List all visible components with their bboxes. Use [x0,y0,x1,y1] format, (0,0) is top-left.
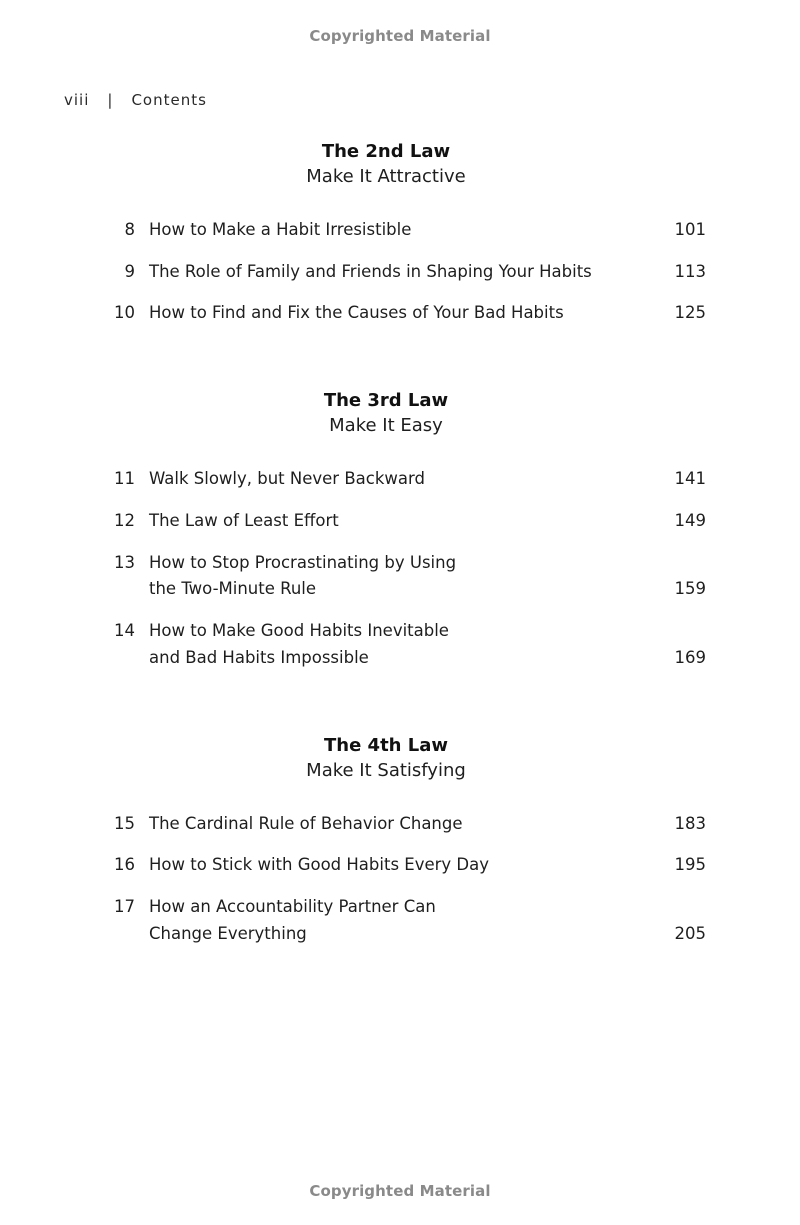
copyright-watermark-top: Copyrighted Material [309,27,491,45]
chapter-title-continued: the Two-Minute Rule [149,579,317,598]
chapter-page: 101 [674,220,706,239]
chapter-page: 195 [674,855,706,874]
running-head [64,91,207,109]
chapter-title-continued: and Bad Habits Impossible [149,648,369,667]
running-head-separator: | [107,91,114,109]
running-head-section: Contents [131,91,207,109]
chapter-title: Walk Slowly, but Never Backward [149,469,425,488]
chapter-page: 169 [674,648,706,667]
chapter-number: 11 [114,469,135,488]
chapter-number: 10 [114,303,135,322]
chapter-number: 17 [114,897,135,916]
chapter-number: 14 [114,621,135,640]
chapter-title: The Law of Least Effort [149,511,339,530]
chapter-page: 125 [674,303,706,322]
law-subtitle: Make It Attractive [306,166,466,187]
chapter-title: The Role of Family and Friends in Shaping Your Habits [149,262,592,281]
chapter-title: How to Make a Habit Irresistible [149,220,412,239]
chapter-number: 8 [124,220,135,239]
chapter-page: 113 [674,262,706,281]
chapter-page: 149 [674,511,706,530]
page-number: viii [64,91,90,109]
chapter-title: How to Stop Procrastinating by Using [149,553,457,572]
chapter-number: 15 [114,814,135,833]
law-subtitle: Make It Satisfying [306,760,466,781]
chapter-number: 12 [114,511,135,530]
chapter-page: 183 [674,814,706,833]
law-subtitle: Make It Easy [329,415,443,436]
chapter-number: 16 [114,855,135,874]
law-title: The 4th Law [323,735,449,756]
chapter-title: How an Accountability Partner Can [149,897,436,916]
chapter-page: 205 [674,924,706,943]
copyright-watermark-bottom: Copyrighted Material [309,1182,491,1200]
chapter-title: How to Find and Fix the Causes of Your Bad Habits [149,303,564,322]
chapter-page: 159 [674,579,706,598]
chapter-title-continued: Change Everything [149,924,307,943]
chapter-title: How to Make Good Habits Inevitable [149,621,449,640]
chapter-title: How to Stick with Good Habits Every Day [149,855,489,874]
law-title: The 2nd Law [321,141,451,162]
chapter-title: The Cardinal Rule of Behavior Change [149,814,463,833]
chapter-page: 141 [674,469,706,488]
law-title: The 3rd Law [323,390,449,411]
chapter-number: 13 [114,553,135,572]
chapter-number: 9 [124,262,135,281]
